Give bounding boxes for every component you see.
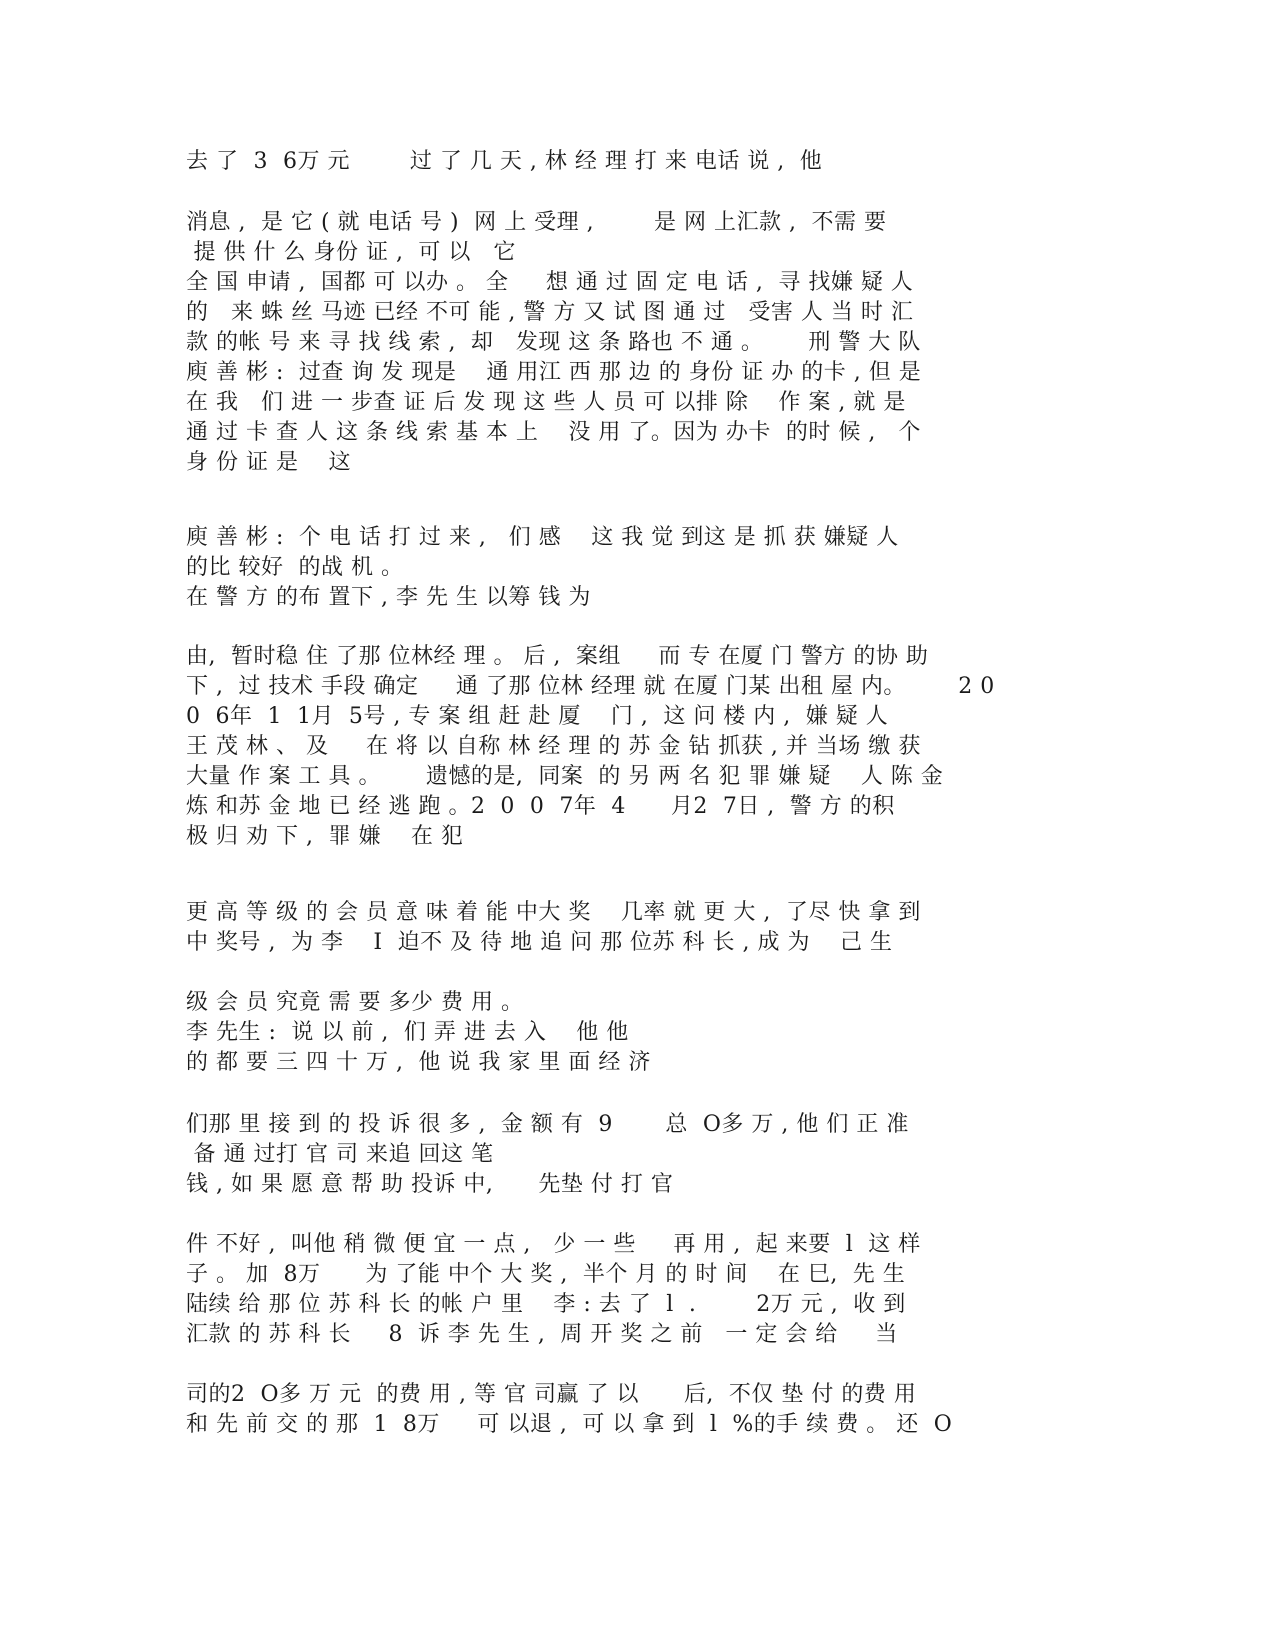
text-line: 更 高 等 级 的 会 员 意 味 着 能 中大 奖 几率 就 更 大 , 了尽 快 拿 到	[186, 900, 921, 925]
text-line: 在 我 们 进 一 步查 证 后 发 现 这 些 人 员 可 以排 除 作 案 , 就 是	[186, 390, 906, 415]
text-line: 消息 , 是 它 ( 就 电话 号 ) 网 上 受理 , 是 网 上汇款 , 不需 要	[186, 210, 887, 235]
text-line: 极 归 劝 下 , 罪 嫌 在 犯	[186, 824, 464, 849]
text-line: 庾 善 彬 : 过查 询 发 现是 通 用江 西 那 边 的 身份 证 办 的卡 , 但 是	[186, 360, 922, 385]
paragraph-8	[186, 1230, 1126, 1350]
paragraph-2	[186, 208, 1126, 478]
text-line: 下 , 过 技术 手段 确定 通 了那 位林 经理 就 在厦 门某 出租 屋 内。 2 0	[186, 674, 995, 699]
text-line: 0 6年 1 1月 5号 , 专 案 组 赶 赴 厦 门 , 这 问 楼 内 , 嫌 疑 人	[186, 704, 889, 729]
paragraph-4	[186, 642, 1126, 852]
text-line: 去 了 3 6万 元 过 了 几 天 , 林 经 理 打 来 电话 说 , 他	[186, 149, 823, 174]
text-line: 由, 暂时稳 住 了那 位林经 理 。 后 , 案组 而 专 在厦 门 警方 的协 助	[186, 644, 929, 669]
text-line: 级 会 员 究竟 需 要 多少 费 用 。	[186, 990, 524, 1015]
text-line: 身 份 证 是 这	[186, 450, 351, 475]
text-line: 钱 , 如 果 愿 意 帮 助 投诉 中, 先垫 付 打 官	[186, 1172, 674, 1197]
text-line: 们那 里 接 到 的 投 诉 很 多 , 金 额 有 9 总 O多 万 , 他 们 正 准	[186, 1112, 909, 1137]
text-line: 提 供 什 么 身份 证 , 可 以 它	[186, 240, 516, 265]
text-line: 庾 善 彬 : 个 电 话 打 过 来 , 们 感 这 我 觉 到这 是 抓 获 嫌疑 人	[186, 525, 899, 550]
text-line: 和 先 前 交 的 那 1 8万 可 以退 , 可 以 拿 到 l %的手 续 费 。 还 O	[186, 1412, 953, 1437]
paragraph-5	[186, 898, 1126, 958]
text-line: 件 不好 , 叫他 稍 微 便 宜 一 点 , 少 一 些 再 用 , 起 来要 l 这 样	[186, 1232, 921, 1257]
paragraph-7	[186, 1110, 1126, 1200]
text-line: 的比 较好 的战 机 。	[186, 555, 404, 580]
text-line: 全 国 申请 , 国都 可 以办 。 全 想 通 过 固 定 电 话 , 寻 找嫌 疑 人	[186, 270, 914, 295]
text-line: 的 来 蛛 丝 马迹 已经 不可 能 , 警 方 又 试 图 通 过 受害 人 当 时 汇	[186, 300, 914, 325]
text-line: 李 先生 : 说 以 前 , 们 弄 进 去 入 他 他	[186, 1020, 629, 1045]
paragraph-1	[186, 147, 1126, 177]
text-line: 备 通 过打 官 司 来追 回这 笔	[186, 1142, 494, 1167]
text-line: 子 。 加 8万 为 了能 中个 大 奖 , 半个 月 的 时 间 在 巳, 先 生	[186, 1262, 906, 1287]
paragraph-3	[186, 523, 1126, 613]
text-line: 款 的帐 号 来 寻 找 线 索 , 却 发现 这 条 路也 不 通 。 刑 警 大 队	[186, 330, 921, 355]
text-line: 中 奖号 , 为 李 I 迫不 及 待 地 追 问 那 位苏 科 长 , 成 为 己 生	[186, 930, 893, 955]
paragraph-6	[186, 988, 1126, 1078]
text-line: 在 警 方 的布 置下 , 李 先 生 以筹 钱 为	[186, 585, 591, 610]
paragraph-9	[186, 1380, 1126, 1440]
text-line: 汇款 的 苏 科 长 8 诉 李 先 生 , 周 开 奖 之 前 一 定 会 给 当	[186, 1322, 898, 1347]
text-line: 司的2 O多 万 元 的费 用 , 等 官 司赢 了 以 后, 不仅 垫 付 的费 用	[186, 1382, 917, 1407]
text-line: 王 茂 林 、 及 在 将 以 自称 林 经 理 的 苏 金 钻 抓获 , 并 当场 缴 获	[186, 734, 921, 759]
text-line: 陆续 给 那 位 苏 科 长 的帐 户 里 李 : 去 了 l . 2万 元 , 收 到	[186, 1292, 906, 1317]
text-line: 大量 作 案 工 具 。 遗憾的是, 同案 的 另 两 名 犯 罪 嫌 疑 人 陈 金	[186, 764, 944, 789]
text-line: 炼 和苏 金 地 已 经 逃 跑 。2 0 0 7年 4 月2 7日 , 警 方 的积	[186, 794, 895, 819]
text-line: 通 过 卡 查 人 这 条 线 索 基 本 上 没 用 了。因为 办卡 的时 候 , 个	[186, 420, 921, 445]
text-line: 的 都 要 三 四 十 万 , 他 说 我 家 里 面 经 济	[186, 1050, 651, 1075]
